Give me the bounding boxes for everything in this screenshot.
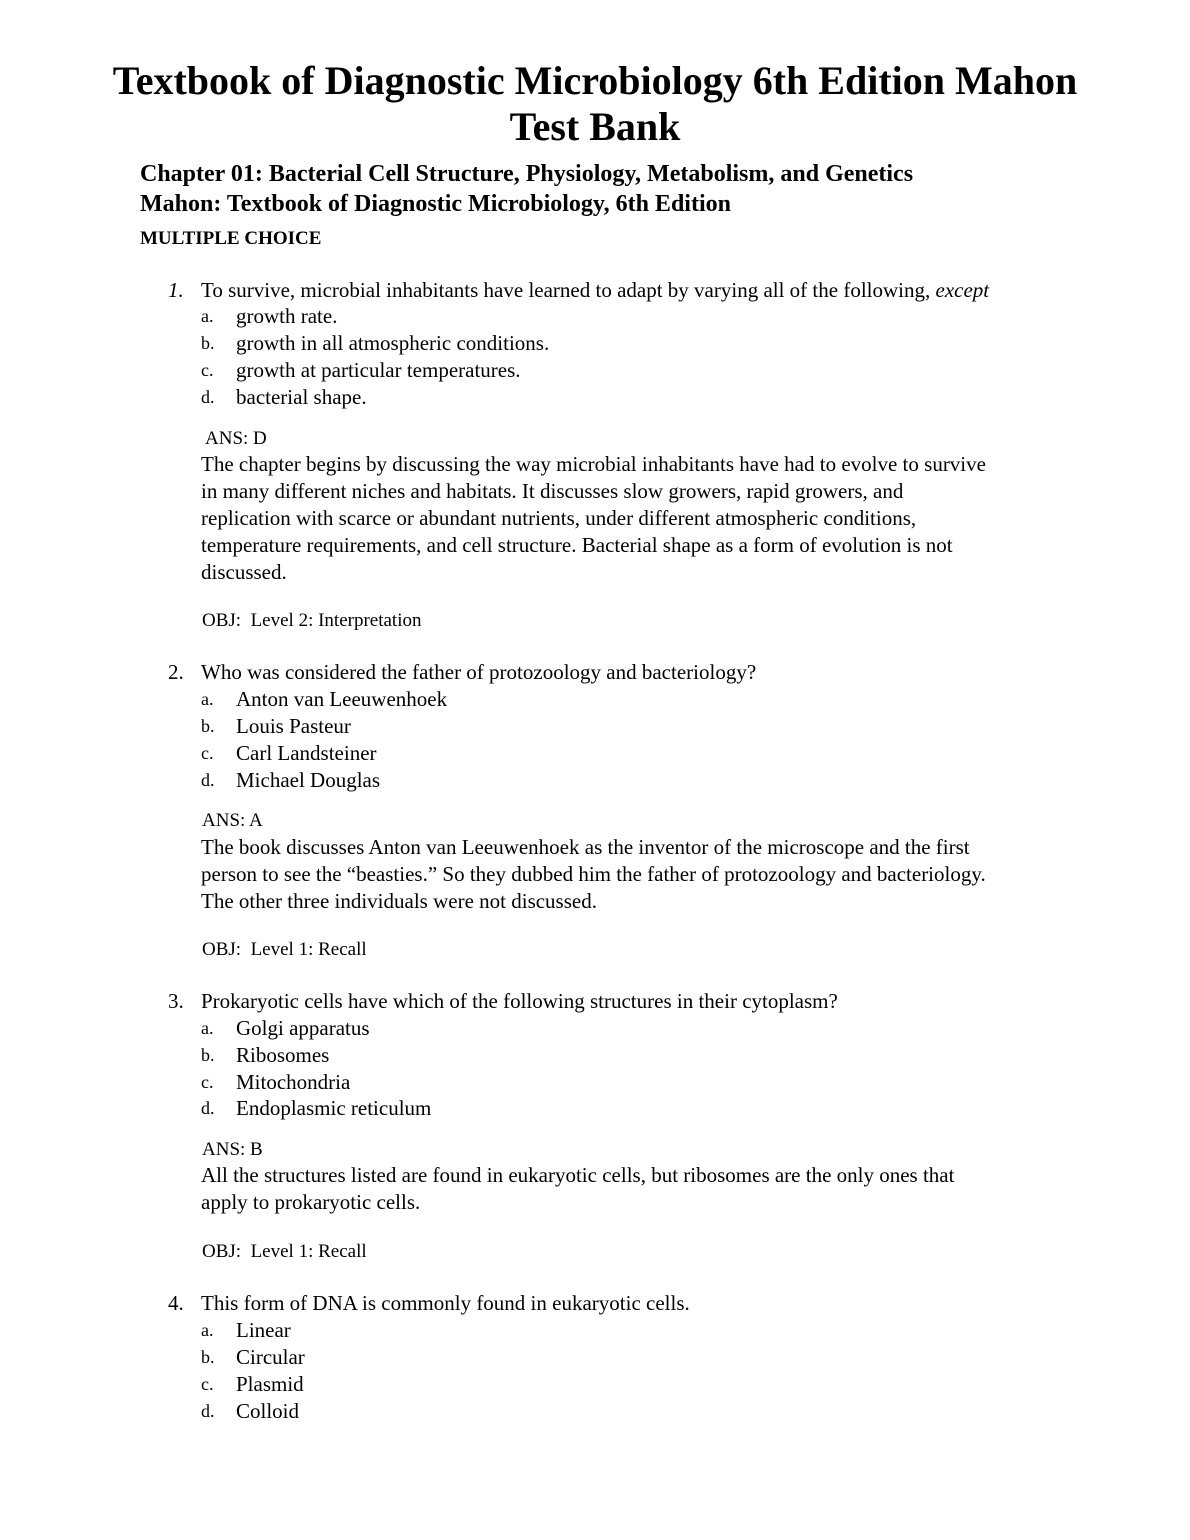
option-letter: a. <box>201 1018 214 1038</box>
option-text: growth in all atmospheric conditions. <box>236 331 550 355</box>
rationale-line: replication with scarce or abundant nutrients, under different atmospheric conditions, <box>201 506 917 530</box>
question-number: 1. <box>168 278 184 302</box>
option-text: Anton van Leeuwenhoek <box>236 687 448 711</box>
question-stem-text: To survive, microbial inhabitants have learned to adapt by varying all of the following, <box>201 278 936 302</box>
option-text: bacterial shape. <box>236 385 367 409</box>
learning-objective: OBJ: Level 1: Recall <box>202 1241 367 1262</box>
option-text: Endoplasmic reticulum <box>236 1096 432 1120</box>
answer-key: ANS: A <box>202 810 263 831</box>
learning-objective: OBJ: Level 2: Interpretation <box>202 610 422 631</box>
answer-rationale <box>201 451 986 586</box>
option-letter: b. <box>201 716 215 736</box>
question-number: 2. <box>168 660 184 684</box>
option-letter: b. <box>201 1347 215 1367</box>
option-text: Linear <box>236 1318 291 1342</box>
chapter-heading: Chapter 01: Bacterial Cell Structure, Physiology, Metabolism, and Genetics <box>140 161 914 187</box>
option-letter: d. <box>201 387 215 407</box>
answer-key: ANS: B <box>202 1139 263 1160</box>
rationale-line: apply to prokaryotic cells. <box>201 1190 421 1214</box>
answer-rationale <box>201 1162 954 1216</box>
rationale-line: person to see the “beasties.” So they dubbed him the father of protozoology and bacteriology. <box>201 862 986 886</box>
option-letter: a. <box>201 306 214 326</box>
question-number: 4. <box>168 1291 184 1315</box>
rationale-line: All the structures listed are found in eukaryotic cells, but ribosomes are the only ones that <box>201 1163 955 1187</box>
option-text: Circular <box>236 1345 305 1369</box>
option-text: Michael Douglas <box>236 768 381 792</box>
option-letter: d. <box>201 1098 215 1118</box>
option-text: Carl Landsteiner <box>236 741 377 765</box>
question-stem: This form of DNA is commonly found in eukaryotic cells. <box>201 1291 690 1315</box>
learning-objective: OBJ: Level 1: Recall <box>202 939 367 960</box>
option-text: Ribosomes <box>236 1043 330 1067</box>
title-line-2: Test Bank <box>509 104 681 149</box>
question-stem: Prokaryotic cells have which of the following structures in their cytoplasm? <box>201 989 838 1013</box>
book-heading: Mahon: Textbook of Diagnostic Microbiology, 6th Edition <box>140 191 731 217</box>
rationale-line: in many different niches and habitats. It discusses slow growers, rapid growers, and <box>201 479 904 503</box>
option-letter: b. <box>201 1045 215 1065</box>
rationale-line: temperature requirements, and cell structure. Bacterial shape as a form of evolution is not <box>201 533 953 557</box>
question-number: 3. <box>168 989 184 1013</box>
option-text: Plasmid <box>236 1372 304 1396</box>
option-letter: d. <box>201 770 215 790</box>
option-letter: c. <box>201 1072 214 1092</box>
option-text: Mitochondria <box>236 1070 351 1094</box>
rationale-line: The other three individuals were not discussed. <box>201 889 597 913</box>
option-text: Colloid <box>236 1399 300 1423</box>
rationale-line: The book discusses Anton van Leeuwenhoek as the inventor of the microscope and the first <box>201 835 970 859</box>
option-letter: b. <box>201 333 215 353</box>
option-letter: a. <box>201 689 214 709</box>
rationale-line: The chapter begins by discussing the way microbial inhabitants have had to evolve to survive <box>201 452 986 476</box>
document-title <box>60 58 1130 150</box>
option-letter: a. <box>201 1320 214 1340</box>
answer-rationale <box>201 834 986 915</box>
question-stem-emphasis: except <box>935 278 990 302</box>
title-line-1: Textbook of Diagnostic Microbiology 6th Edition Mahon <box>112 58 1078 103</box>
section-heading: MULTIPLE CHOICE <box>140 228 322 249</box>
option-text: growth at particular temperatures. <box>236 358 521 382</box>
option-letter: c. <box>201 743 214 763</box>
question-stem <box>201 277 989 304</box>
rationale-line: discussed. <box>201 560 287 584</box>
question-stem: Who was considered the father of protozoology and bacteriology? <box>201 660 757 684</box>
answer-key: ANS: D <box>205 428 267 449</box>
option-letter: d. <box>201 1401 215 1421</box>
option-text: Louis Pasteur <box>236 714 351 738</box>
option-letter: c. <box>201 1374 214 1394</box>
option-text: Golgi apparatus <box>236 1016 370 1040</box>
option-letter: c. <box>201 360 214 380</box>
option-text: growth rate. <box>236 304 338 328</box>
